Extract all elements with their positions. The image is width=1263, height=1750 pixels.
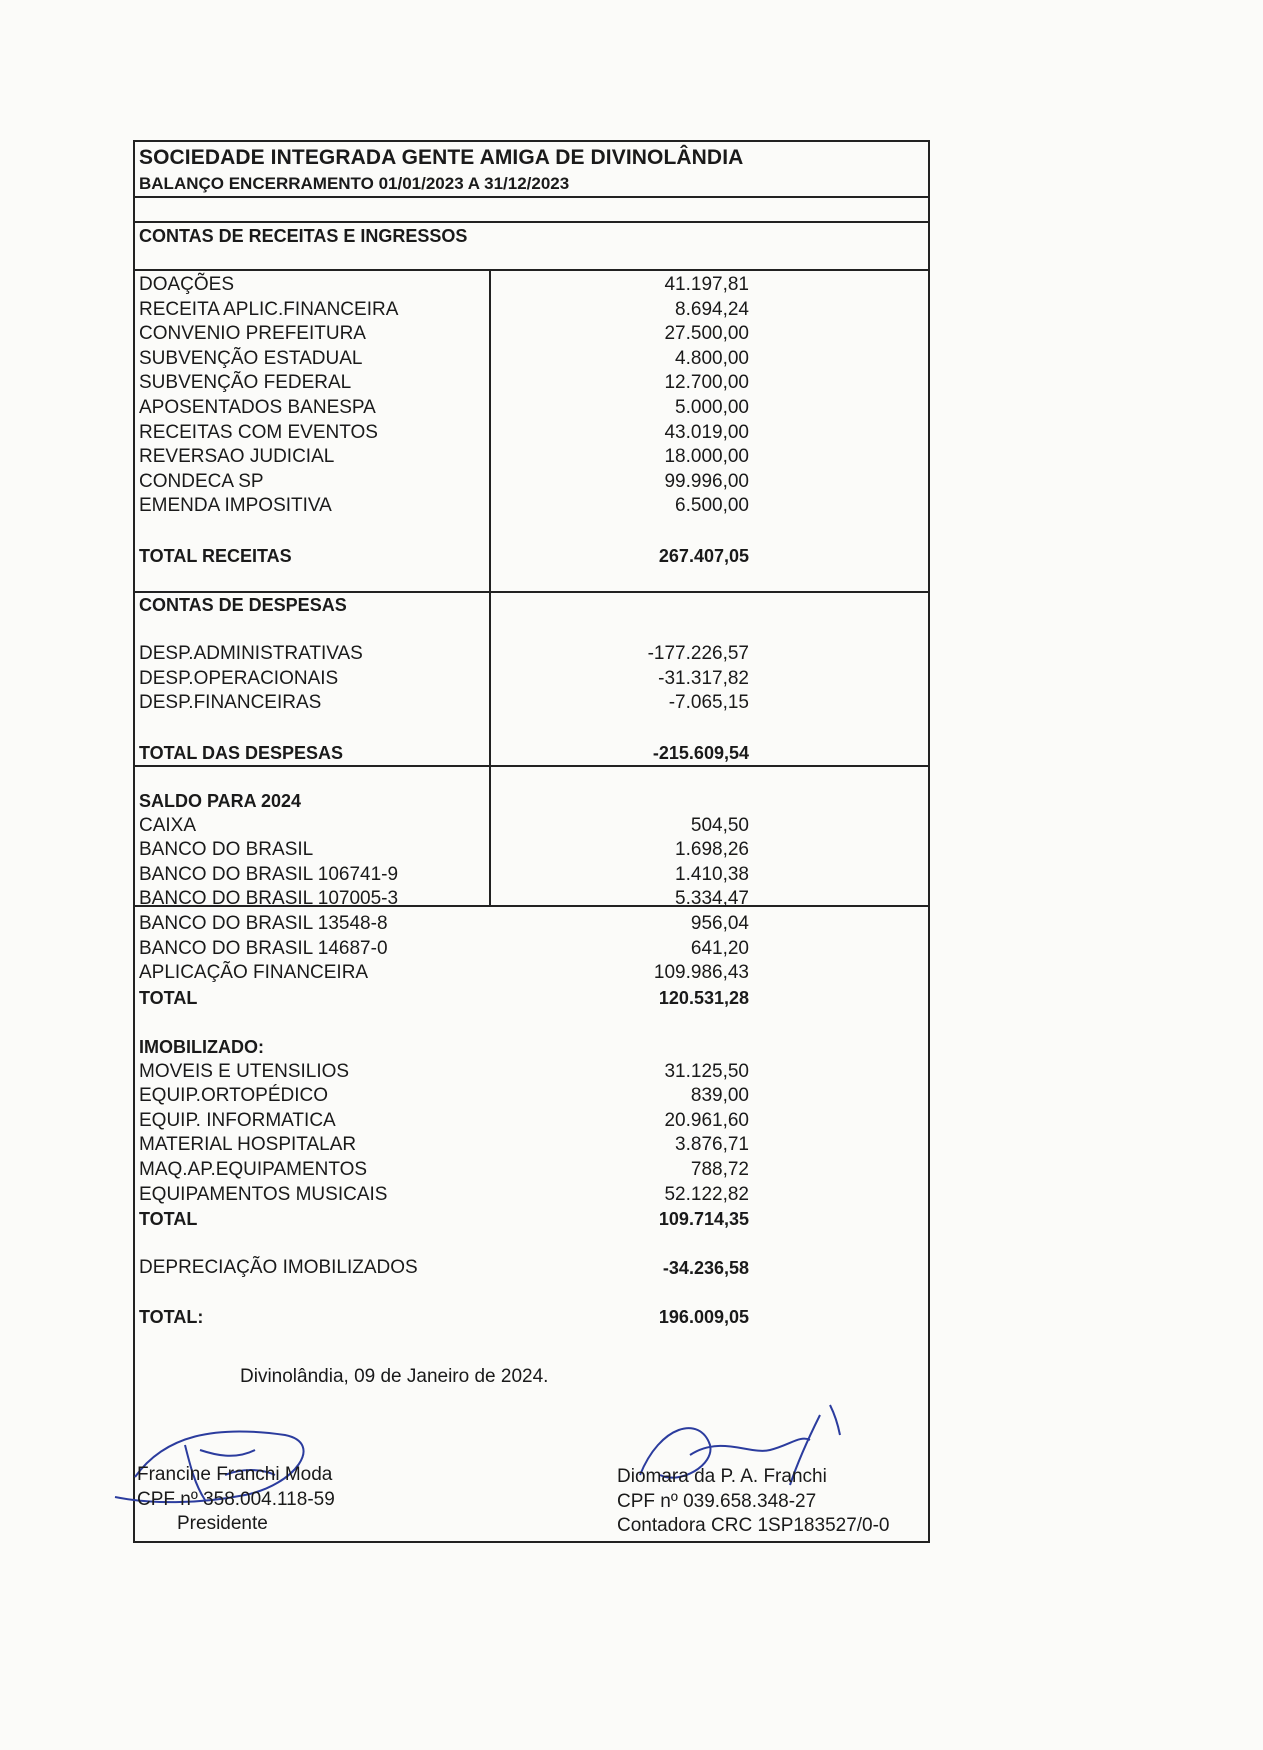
list-item: DOAÇÕES 41.197,81: [139, 274, 749, 295]
signatory-role: Presidente: [177, 1513, 268, 1535]
list-item: DESP.OPERACIONAIS -31.317,82: [139, 667, 749, 689]
list-item: MATERIAL HOSPITALAR 3.876,71: [139, 1134, 749, 1156]
balance-sheet: [133, 140, 930, 1543]
list-item: RECEITA APLIC.FINANCEIRA 8.694,24: [139, 298, 749, 320]
list-item: REVERSAO JUDICIAL 18.000,00: [139, 446, 749, 468]
imobilizado-heading: IMOBILIZADO:: [139, 1036, 264, 1057]
list-item: EQUIP. INFORMATICA 20.961,60: [139, 1109, 749, 1131]
saldo-list: [139, 789, 749, 1330]
blank-row: [135, 198, 928, 223]
list-item: MAQ.AP.EQUIPAMENTOS 788,72: [139, 1158, 749, 1180]
total-row: TOTAL DAS DESPESAS -215.609,54: [139, 742, 749, 763]
saldo-heading: SALDO PARA 2024: [139, 791, 302, 811]
receitas-heading: CONTAS DE RECEITAS E INGRESSOS: [135, 223, 928, 271]
left-signatory: [137, 1463, 335, 1537]
grand-total-row: TOTAL: 196.009,05: [139, 1307, 749, 1328]
date-line: Divinolândia, 09 de Janeiro de 2024.: [240, 1366, 549, 1387]
list-item: SUBVENÇÃO FEDERAL 12.700,00: [139, 372, 749, 394]
list-item: EQUIP.ORTOPÉDICO 839,00: [139, 1085, 749, 1107]
list-item: CONVENIO PREFEITURA 27.500,00: [139, 323, 749, 345]
list-item: BANCO DO BRASIL 106741-9 1.410,38: [139, 863, 749, 885]
total-row: TOTAL RECEITAS 267.407,05: [139, 545, 749, 566]
signatory-name: Diomara da P. A. Franchi: [617, 1466, 827, 1487]
total-row: TOTAL 109.714,35: [139, 1209, 749, 1230]
despesas-heading: CONTAS DE DESPESAS: [139, 595, 347, 615]
list-item: MOVEIS E UTENSILIOS 31.125,50: [139, 1060, 749, 1082]
list-item: BANCO DO BRASIL 13548-8 956,04: [139, 912, 749, 934]
signatory-name: Francine Franchi Moda: [137, 1464, 333, 1485]
list-item: BANCO DO BRASIL 107005-3 5.334,47: [139, 888, 749, 910]
depreciacao-row: DEPRECIAÇÃO IMOBILIZADOS -34.236,58: [139, 1257, 749, 1279]
list-item: CAIXA 504,50: [139, 814, 749, 836]
despesas-list: [139, 593, 749, 765]
list-item: BANCO DO BRASIL 1.698,26: [139, 839, 749, 861]
organization-title: SOCIEDADE INTEGRADA GENTE AMIGA DE DIVINOLÂNDIA: [139, 146, 744, 169]
section-divider: [135, 765, 928, 767]
receitas-list: [139, 273, 749, 568]
list-item: EQUIPAMENTOS MUSICAIS 52.122,82: [139, 1183, 749, 1205]
document-header: [135, 142, 928, 198]
signatory-cpf: CPF nº 039.658.348-27: [617, 1490, 817, 1512]
list-item: CONDECA SP 99.996,00: [139, 470, 749, 492]
list-item: BANCO DO BRASIL 14687-0 641,20: [139, 937, 749, 959]
list-item: EMENDA IMPOSITIVA 6.500,00: [139, 495, 749, 517]
list-item: RECEITAS COM EVENTOS 43.019,00: [139, 421, 749, 443]
signatory-role: Contadora CRC 1SP183527/0-0: [617, 1515, 890, 1537]
list-item: SUBVENÇÃO ESTADUAL 4.800,00: [139, 347, 749, 369]
list-item: DESP.ADMINISTRATIVAS -177.226,57: [139, 643, 749, 665]
list-item: APLICAÇÃO FINANCEIRA 109.986,43: [139, 962, 749, 984]
list-item: APOSENTADOS BANESPA 5.000,00: [139, 396, 749, 418]
total-row: TOTAL 120.531,28: [139, 987, 749, 1008]
balance-period-subtitle: BALANÇO ENCERRAMENTO 01/01/2023 A 31/12/2023: [139, 174, 570, 193]
signatory-cpf: CPF nº 358.004.118-59: [137, 1488, 335, 1510]
right-signatory: [617, 1465, 890, 1539]
list-item: DESP.FINANCEIRAS -7.065,15: [139, 692, 749, 714]
